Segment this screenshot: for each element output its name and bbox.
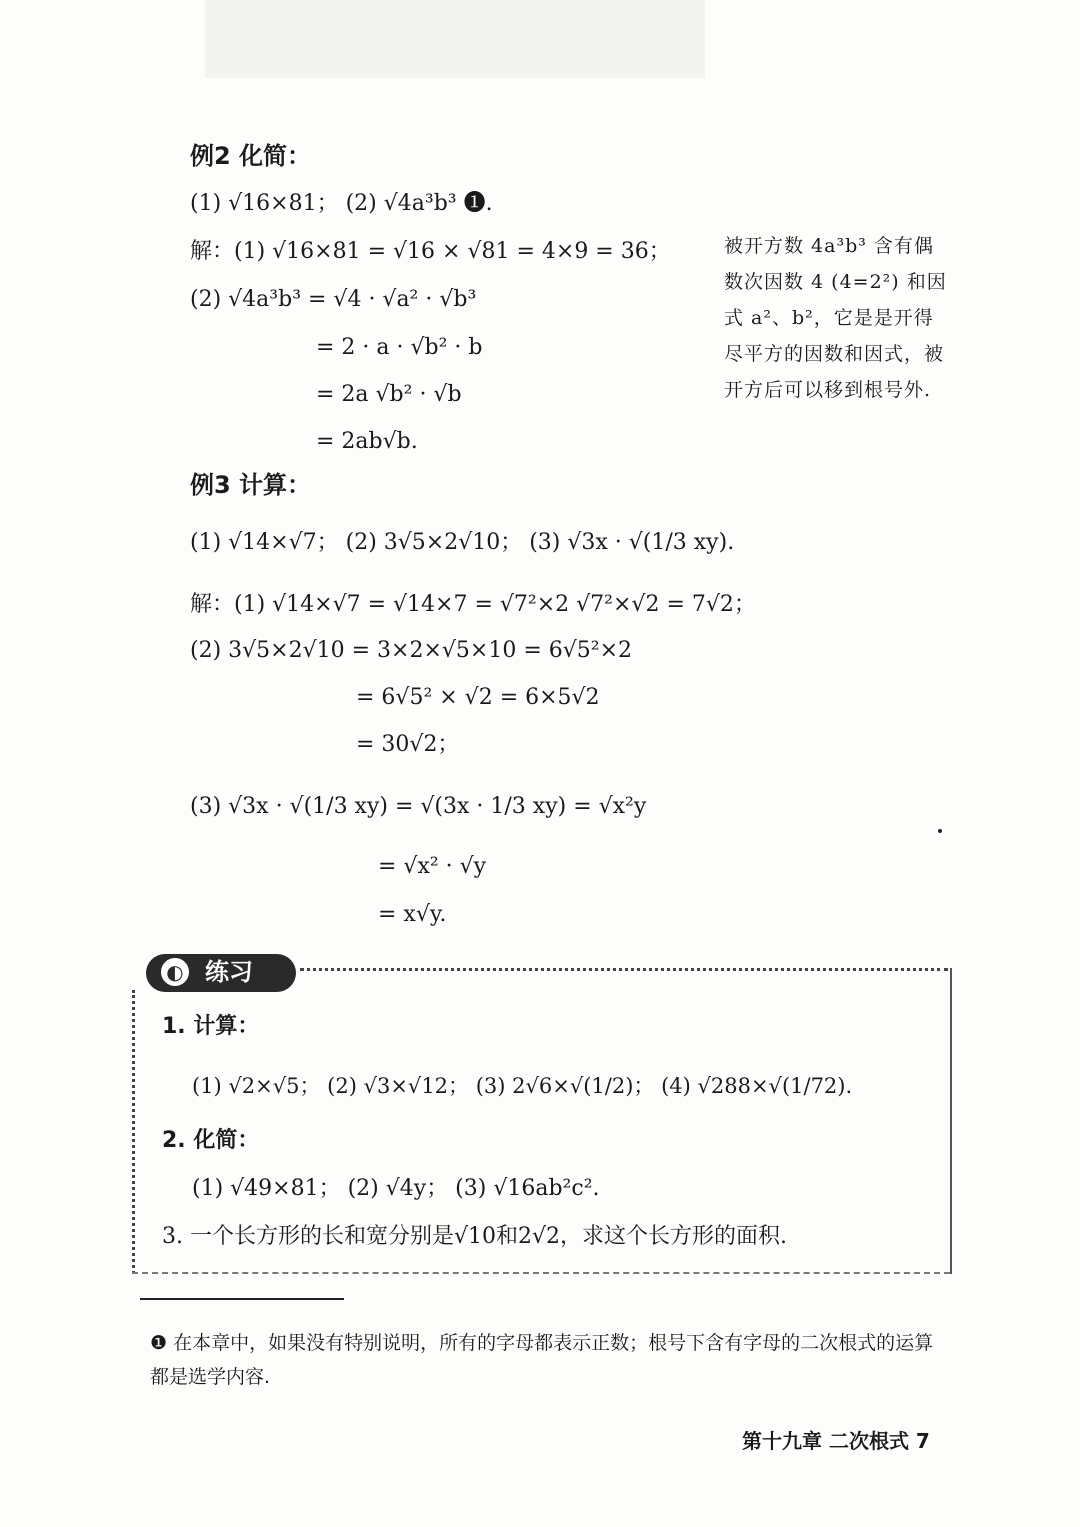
example3-problems: (1) √14×√7； (2) 3√5×2√10； (3) √3x · √(1/3 xy). <box>190 530 735 555</box>
exercise-box-top-border <box>300 968 948 971</box>
example2-solution-2-line2: = 2 · a · √b² · b <box>316 335 483 360</box>
exercise-q2-title: 2. 化简： <box>162 1128 260 1153</box>
example3-solution-1: 解：(1) √14×√7 = √14×7 = √7²×2 √7²×√2 = 7√2； <box>190 592 756 617</box>
footnote-rule <box>140 1298 344 1300</box>
example3-solution-3-line3: = x√y. <box>378 902 447 927</box>
example2-problems: (1) √16×81； (2) √4a³b³ ❶. <box>190 191 493 216</box>
example2-solution-1: 解：(1) √16×81 = √16 × √81 = 4×9 = 36； <box>190 239 671 264</box>
example3-title: 例3 计算： <box>190 471 312 499</box>
example3-solution-2-line2: = 6√5² × √2 = 6×5√2 <box>356 685 600 710</box>
footnote: ❶ 在本章中，如果没有特别说明，所有的字母都表示正数；根号下含有字母的二次根式的运算都是选学内容. <box>150 1332 934 1388</box>
exercise-box-bottom-border <box>132 1272 950 1274</box>
exercise-box-left-border <box>132 990 135 1274</box>
exercise-q2-items: (1) √49×81； (2) √4y； (3) √16ab²c². <box>192 1176 600 1201</box>
page-footer: 第十九章 二次根式 7 <box>742 1429 930 1453</box>
exercise-q1-items: (1) √2×√5； (2) √3×√12； (3) 2√6×√(1/2)； (4) √288×√(1/72). <box>192 1074 853 1098</box>
stray-dot <box>938 829 942 833</box>
scan-smudge <box>205 0 705 78</box>
example2-title: 例2 化简： <box>190 142 312 170</box>
example3-solution-3-line1: (3) √3x · √(1/3 xy) = √(3x · 1/3 xy) = √x²y <box>190 794 647 819</box>
side-note: 被开方数 4a³b³ 含有偶数次因数 4 (4=2²) 和因式 a²、b²，它是是开得尽平方的因数和因式，被开方后可以移到根号外. <box>724 235 947 401</box>
exercise-badge-label: 练习 <box>205 957 253 986</box>
example2-solution-2-line1: (2) √4a³b³ = √4 · √a² · √b³ <box>190 287 477 312</box>
exercise-badge-icon: ◐ <box>158 955 192 989</box>
example3-solution-2-line3: = 30√2； <box>356 732 460 757</box>
example3-solution-3-line2: = √x² · √y <box>378 854 487 879</box>
exercise-q3: 3. 一个长方形的长和宽分别是√10和2√2，求这个长方形的面积. <box>162 1224 788 1249</box>
example3-solution-2-line1: (2) 3√5×2√10 = 3×2×√5×10 = 6√5²×2 <box>190 638 633 663</box>
example2-solution-2-line3: = 2a √b² · √b <box>316 382 462 407</box>
exercise-q1-title: 1. 计算： <box>162 1014 260 1039</box>
example2-solution-2-line4: = 2ab√b. <box>316 429 418 454</box>
